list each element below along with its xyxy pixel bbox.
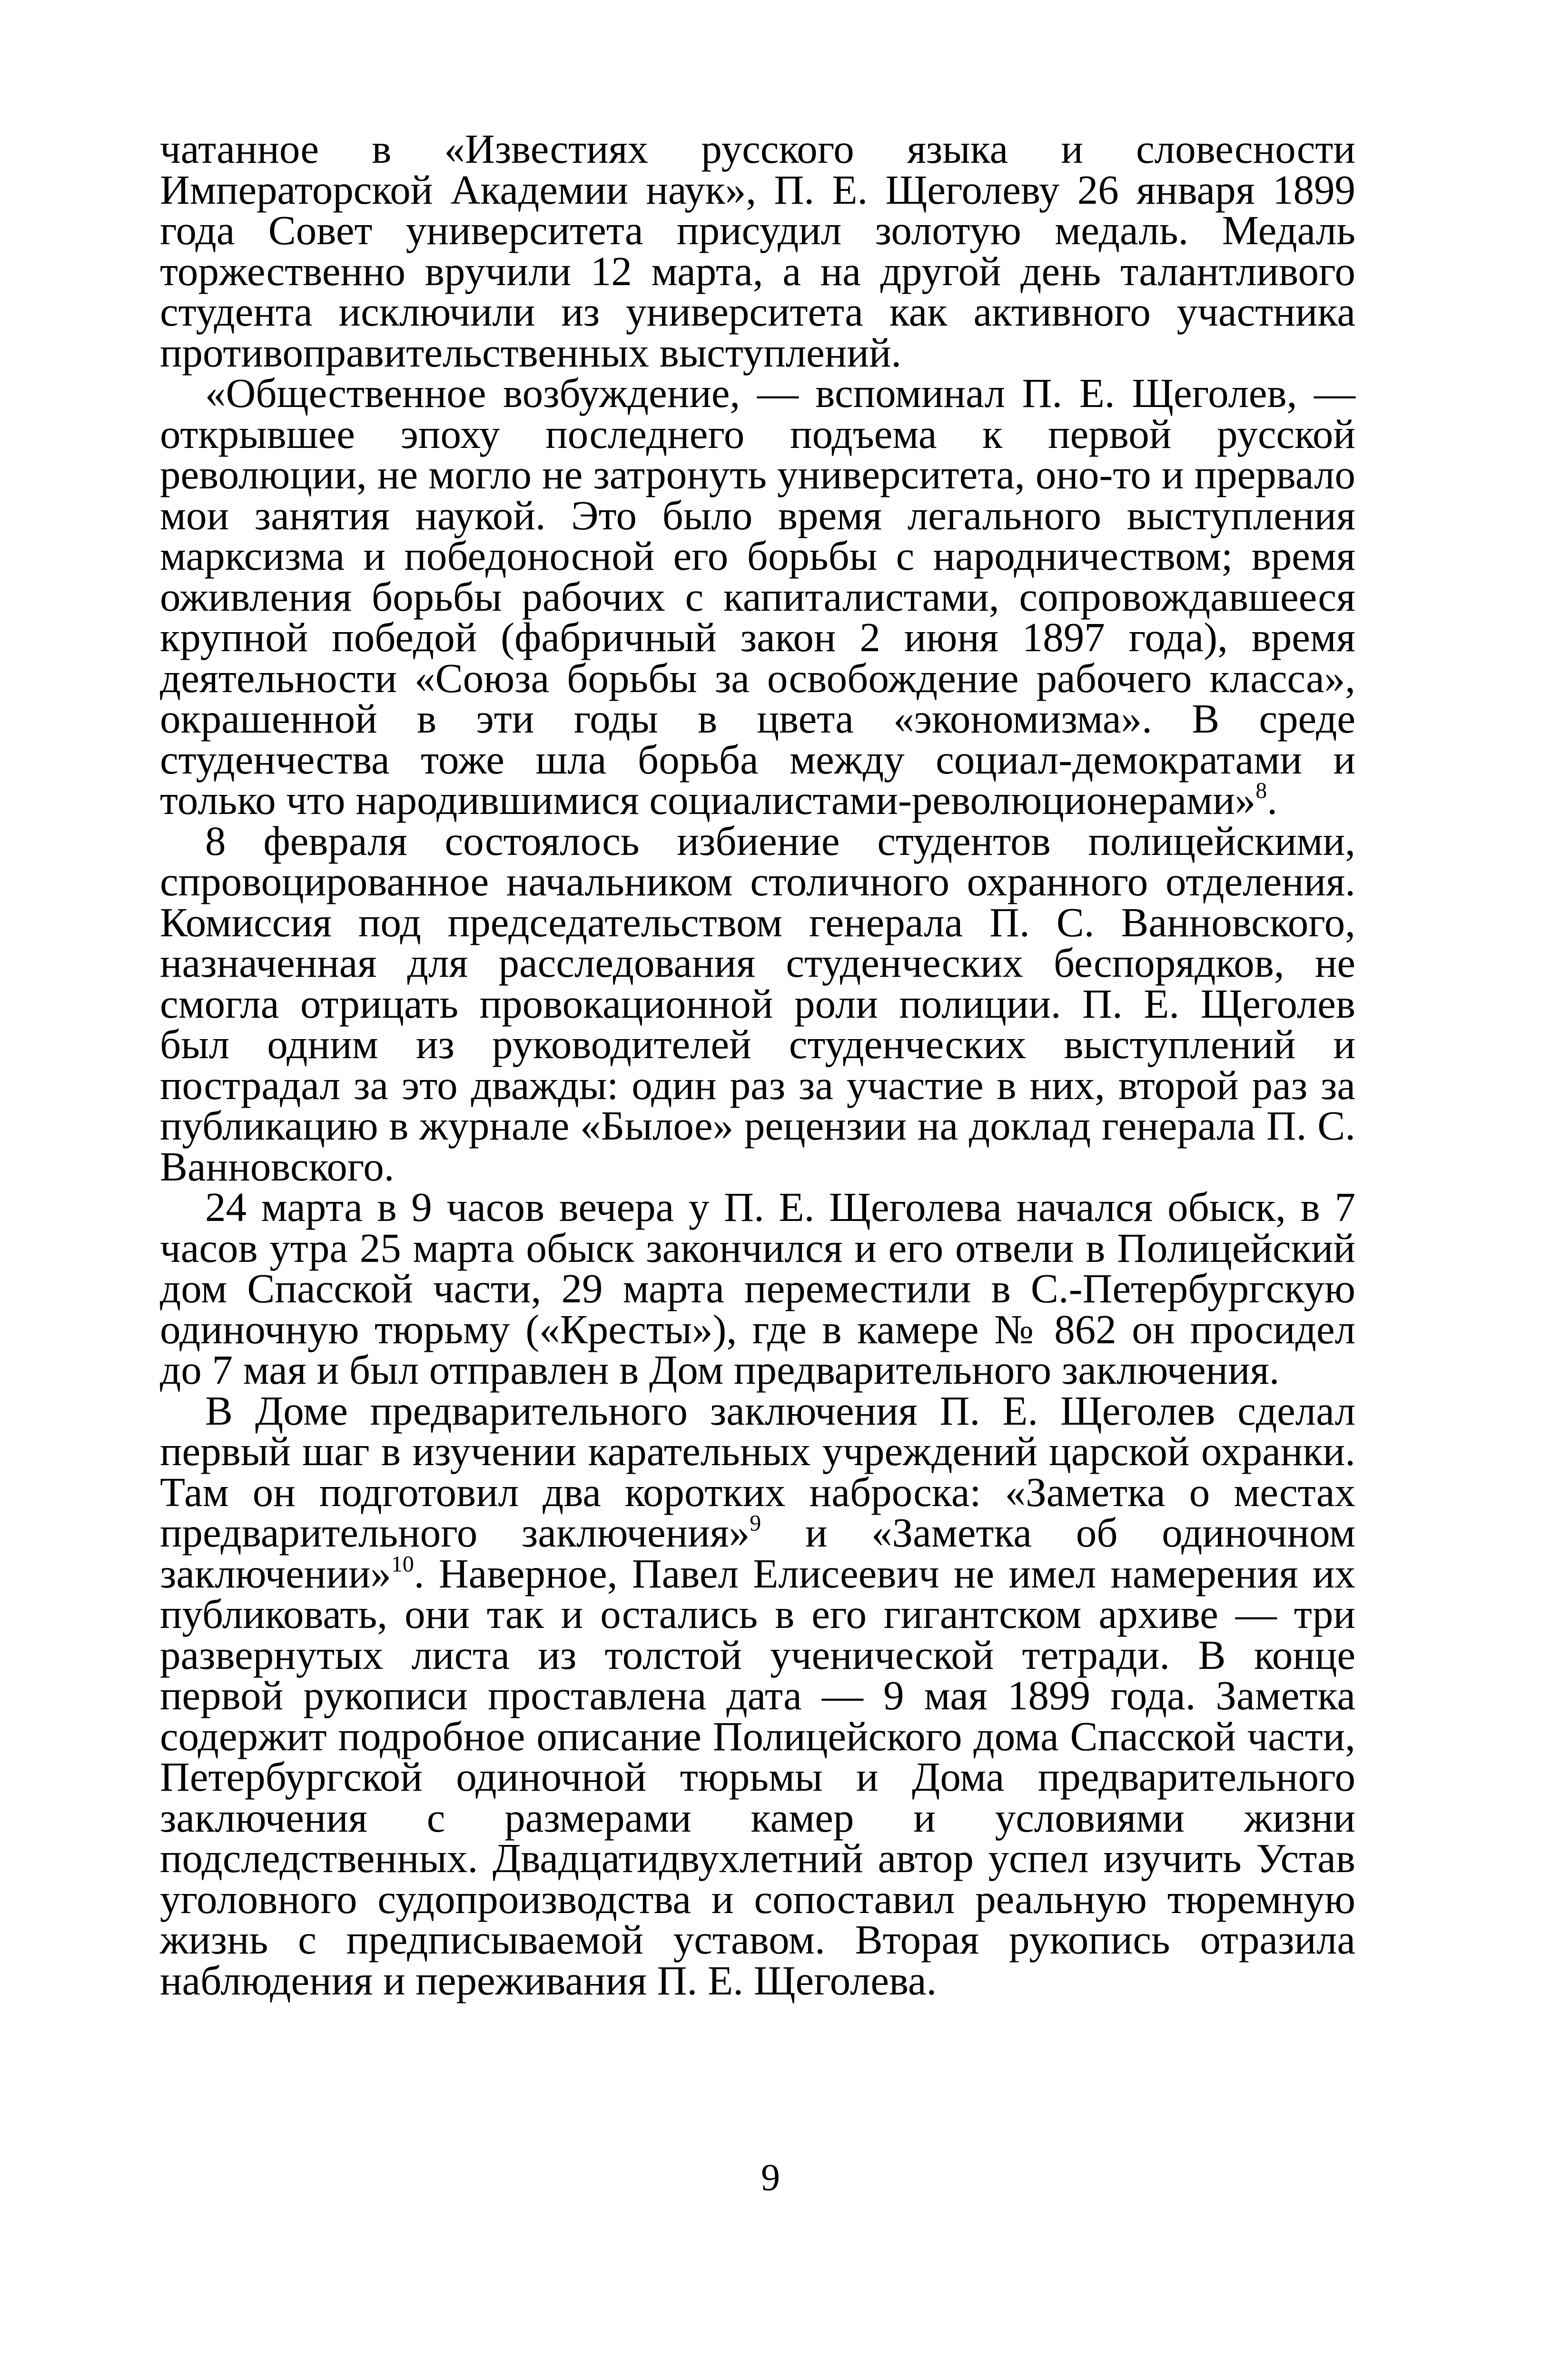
footnote-ref-8: 8	[1255, 778, 1267, 803]
paragraph-1-text: чатанное в «Известиях русского языка и словесности Императорской Академии наук», П. Е. Щеголеву 26 января 1899 года Совет университета присудил золотую медаль. Медаль торжественно вручили 12 марта, а на другой день талантливого студента исключили из университета как активного участника противоправительственных выступлений.	[160, 126, 1355, 376]
paragraph-5-text-cont: и «Заметка об одиночном заключении»	[160, 1509, 1355, 1597]
footnote-ref-10: 10	[391, 1551, 414, 1577]
paragraph-2-text-end: .	[1267, 777, 1277, 823]
paragraph-5-text-end: . Наверное, Павел Елисеевич не имел намерения их публиковать, они так и остались в его гигантском архиве — три развернутых листа из толстой ученической тетради. В конце первой рукописи проставлена дата — 9 мая 1899 года. Заметка содержит подробное описание Полицейского дома Спасской части, Петербургской одиночной тюрьмы и Дома предварительного заключения с размерами камер и условиями жизни подследственных. Двадцатидвухлетний автор успел изучить Устав уголовного судопроизводства и сопоставил реальную тюремную жизнь с предписываемой уставом. Вторая рукопись отразила наблюдения и переживания П. Е. Щеголева.	[160, 1550, 1355, 2003]
paragraph-2-text: «Общественное возбуждение, — вспоминал П. Е. Щеголев, — открывшее эпоху последнего подъема к первой русской революции, не могло не затронуть университета, оно-то и прервало мои занятия наукой. Это было время легального выступления марксизма и победоносной его борьбы с народничеством; время оживления борьбы рабочих с капиталистами, сопровождавшееся крупной победой (фабричный закон 2 июня 1897 года), время деятельности «Союза борьбы за освобождение рабочего класса», окрашенной в эти годы в цвета «экономизма». В среде студенчества тоже шла борьба между социал-демократами и только что народившимися социалистами-революционерами»	[160, 370, 1355, 823]
page-number: 9	[761, 2157, 780, 2199]
paragraph-1	[160, 126, 1355, 376]
paragraph-2	[160, 370, 1355, 823]
page-body	[160, 126, 1355, 2003]
footnote-ref-9: 9	[750, 1510, 761, 1536]
paragraph-4	[160, 1184, 1355, 1393]
paragraph-4-text: 24 марта в 9 часов вечера у П. Е. Щеголева начался обыск, в 7 часов утра 25 марта обыск закончился и его отвели в Полицейский дом Спасской части, 29 марта переместили в С.-Петербургскую одиночную тюрьму («Кресты»), где в камере № 862 он просидел до 7 мая и был отправлен в Дом предварительного заключения.	[160, 1184, 1355, 1393]
paragraph-5	[160, 1387, 1355, 2003]
paragraph-3-text: 8 февраля состоялось избиение студентов полицейскими, спровоцированное начальником столичного охранного отделения. Комиссия под председательством генерала П. С. Ванновского, назначенная для расследования студенческих беспорядков, не смогла отрицать провокационной роли полиции. П. Е. Щеголев был одним из руководителей студенческих выступлений и пострадал за это дважды: один раз за участие в них, второй раз за публикацию в журнале «Былое» рецензии на доклад генерала П. С. Ванновского.	[160, 817, 1355, 1190]
paragraph-5-text: В Доме предварительного заключения П. Е. Щеголев сделал первый шаг в изучении карательных учреждений царской охранки. Там он подготовил два коротких наброска: «Заметка о местах предварительного заключения»	[160, 1387, 1355, 1556]
paragraph-3	[160, 817, 1355, 1190]
